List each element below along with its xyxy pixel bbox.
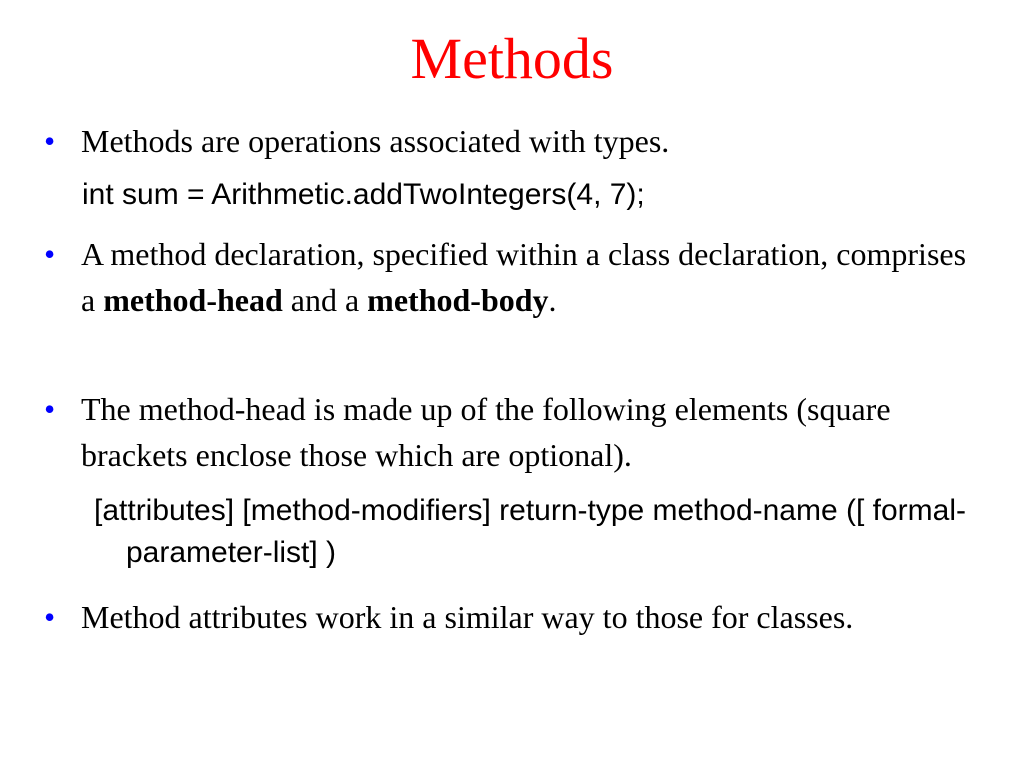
bullet-text-2-part-2: and a (282, 282, 368, 318)
method-head-syntax: [attributes] [method-modifiers] return-type method-name ([ formal-parameter-list] ) (94, 494, 966, 569)
bullet-icon: • (44, 236, 56, 272)
bullet-text-2-part-1: A method declaration, specified within a class declaration, comprises a (81, 236, 967, 318)
bullet-text-3: The method-head is made up of the following elements (square brackets enclose those which are optional). (81, 391, 891, 473)
bullet-text-1: Methods are operations associated with types. (81, 123, 670, 159)
slide-title: Methods (410, 26, 614, 91)
method-body-term: method-body (367, 282, 549, 318)
bullet-icon: • (44, 599, 56, 635)
code-example: int sum = Arithmetic.addTwoIntegers(4, 7); (82, 178, 645, 211)
bullet-icon: • (44, 391, 56, 427)
bullet-text-2 (81, 231, 984, 323)
bullet-icon: • (44, 123, 56, 159)
bullet-text-4: Method attributes work in a similar way to those for classes. (81, 599, 854, 635)
method-head-term: method-head (103, 282, 283, 318)
bullet-text-2-part-3: . (548, 282, 557, 318)
